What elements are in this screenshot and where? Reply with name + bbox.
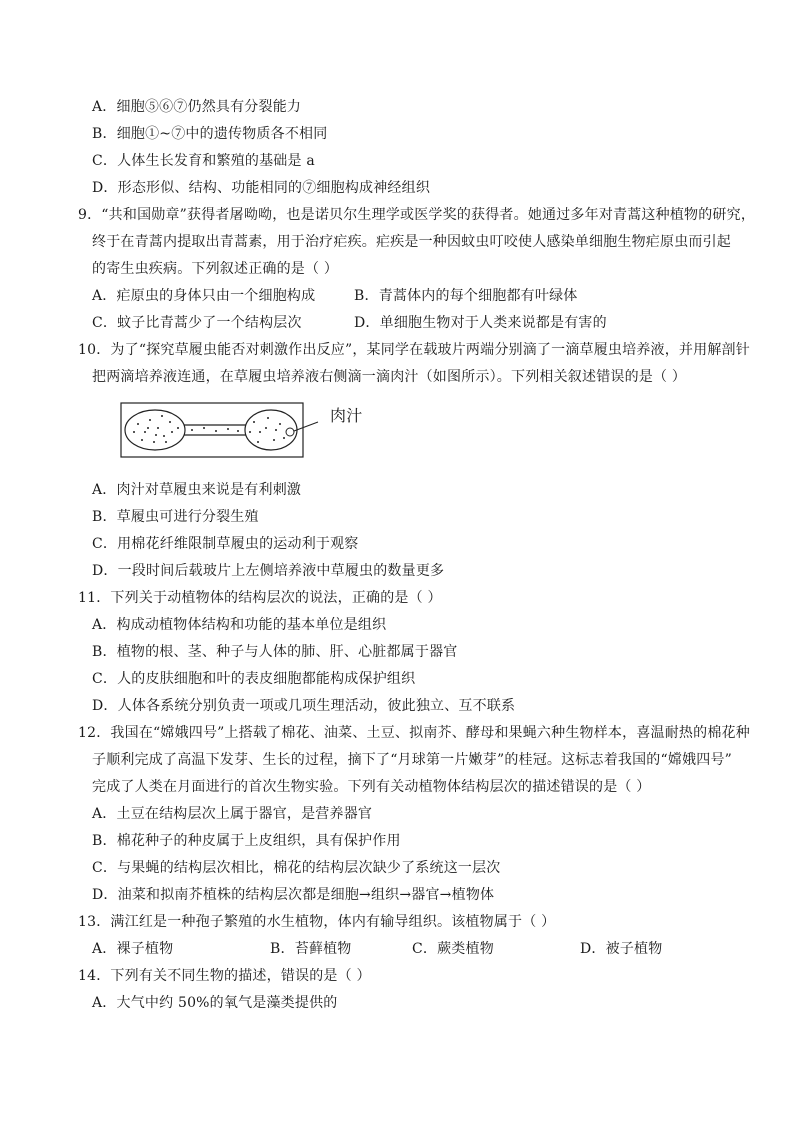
connecting-channel [184, 425, 246, 435]
q13-option-d: D．被子植物 [580, 941, 663, 957]
q10-option-b: B．草履虫可进行分裂生殖 [92, 509, 259, 525]
q10-option-c: C．用棉花纤维限制草履虫的运动利于观察 [92, 536, 359, 552]
q8-option-b: B．细胞①~⑦中的遗传物质各不相同 [92, 126, 328, 142]
q9-option-a: A．疟原虫的身体只由一个细胞构成 [92, 288, 316, 304]
q12-option-a: A．土豆在结构层次上属于器官，是营养器官 [92, 806, 373, 822]
q12-stem-line-2: 子顺利完成了高温下发芽、生长的过程，摘下了“月球第一片嫩芽”的桂冠。这标志着我国的“嫦娥四号” [92, 752, 733, 768]
paramecium-dots [133, 415, 285, 443]
q11-option-d: D．人体各系统分别负责一项或几项生理活动，彼此独立、互不联系 [92, 698, 516, 714]
q10-stem-line-1: 10．为了“探究草履虫能否对刺激作出反应”，某同学在载玻片两端分别滴了一滴草履虫培养液，并用解剖针 [78, 342, 750, 358]
q8-option-a: A．细胞⑤⑥⑦仍然具有分裂能力 [92, 99, 302, 115]
meat-juice-drop [286, 428, 294, 436]
q9-option-c: C．蚊子比青蒿少了一个结构层次 [92, 315, 302, 331]
q11-option-b: B．植物的根、茎、种子与人体的肺、肝、心脏都属于器官 [92, 644, 458, 660]
q9-stem-line-1: 9．“共和国勋章”获得者屠呦呦，也是诺贝尔生理学或医学奖的获得者。她通过多年对青蒿这种植物的研究， [78, 207, 756, 223]
q10-stem-line-2: 把两滴培养液连通，在草履虫培养液右侧滴一滴肉汁（如图所示）。下列相关叙述错误的是（ ） [92, 369, 687, 385]
right-culture-drop [245, 410, 297, 450]
q12-stem-line-3: 完成了人类在月面进行的首次生物实验。下列有关动植物体结构层次的描述错误的是（ ） [92, 779, 651, 795]
q8-option-c: C．人体生长发育和繁殖的基础是 a [92, 153, 315, 169]
q13-option-c: C．蕨类植物 [412, 941, 494, 957]
q10-option-d: D．一段时间后载玻片上左侧培养液中草履虫的数量更多 [92, 563, 445, 579]
q13-option-a: A．裸子植物 [92, 941, 174, 957]
q12-option-d: D．油菜和拟南芥植株的结构层次都是细胞→组织→器官→植物体 [92, 887, 495, 903]
q12-option-b: B．棉花种子的种皮属于上皮组织，具有保护作用 [92, 833, 401, 849]
q13-stem: 13．满江红是一种孢子繁殖的水生植物，体内有输导组织。该植物属于（ ） [78, 914, 556, 930]
q13-option-b: B．苔藓植物 [270, 941, 352, 957]
figure-label-meat-juice: 肉汁 [330, 406, 363, 425]
q9-option-d: D．单细胞生物对于人类来说都是有害的 [354, 315, 607, 331]
q9-option-b: B．青蒿体内的每个细胞都有叶绿体 [354, 288, 578, 304]
q10-option-a: A．肉汁对草履虫来说是有利刺激 [92, 482, 302, 498]
q12-option-c: C．与果蝇的结构层次相比，棉花的结构层次缺少了系统这一层次 [92, 860, 501, 876]
q14-stem: 14．下列有关不同生物的描述，错误的是（ ） [78, 968, 371, 984]
left-culture-drop [125, 410, 185, 450]
q9-stem-line-3: 的寄生虫疾病。下列叙述正确的是（ ） [92, 261, 339, 277]
q11-option-a: A．构成动植物体结构和功能的基本单位是组织 [92, 617, 387, 633]
q11-option-c: C．人的皮肤细胞和叶的表皮细胞都能构成保护组织 [92, 671, 416, 687]
q9-stem-line-2: 终于在青蒿内提取出青蒿素，用于治疗疟疾。疟疾是一种因蚊虫叮咬使人感染单细胞生物疟原虫而引起 [92, 234, 731, 250]
label-pointer [294, 422, 318, 431]
q12-stem-line-1: 12．我国在“嫦娥四号”上搭载了棉花、油菜、土豆、拟南芥、酵母和果蝇六种生物样本，喜温耐热的棉花种 [78, 725, 750, 741]
q11-stem: 11．下列关于动植物体的结构层次的说法，正确的是（ ） [78, 590, 442, 606]
q14-option-a: A．大气中约 50%的氧气是藻类提供的 [92, 995, 338, 1011]
q8-option-d: D．形态形似、结构、功能相同的⑦细胞构成神经组织 [92, 180, 431, 196]
